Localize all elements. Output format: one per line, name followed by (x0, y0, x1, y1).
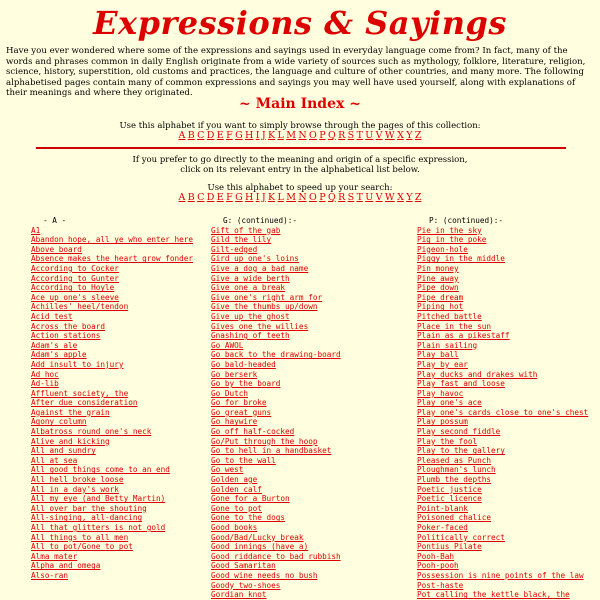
expression-link[interactable]: Achilles' heel/tendon (31, 302, 129, 312)
letter-link-d[interactable]: D (206, 130, 215, 141)
expression-link[interactable]: Go west (211, 465, 244, 475)
expression-link[interactable]: Piggy in the middle (417, 254, 505, 264)
expression-link[interactable]: Gnashing of teeth (211, 331, 290, 341)
browse-instruction: Use this alphabet if you want to simply browse through the pages of this collection: (119, 121, 481, 131)
letter-link-o[interactable]: O (309, 130, 317, 141)
letter-link-x[interactable]: X (397, 192, 404, 203)
expression-link[interactable]: Go AWOL (211, 340, 244, 350)
letter-link-b[interactable]: B (187, 192, 195, 203)
expression-link[interactable]: Goody two-shoes (211, 580, 281, 590)
expression-link[interactable]: Politically correct (417, 532, 505, 542)
letter-link-w[interactable]: W (384, 130, 395, 141)
letter-link-e[interactable]: E (216, 192, 224, 203)
letter-link-k[interactable]: K (268, 130, 276, 141)
expression-link[interactable]: All and sundry (31, 446, 96, 456)
expression-link[interactable]: Give a wide berth (211, 273, 290, 283)
expression-link[interactable]: Adam's apple (31, 350, 87, 360)
expression-link[interactable]: Point-blank (417, 503, 468, 513)
letter-link-z[interactable]: Z (414, 130, 422, 141)
expression-link[interactable]: Go back to the drawing-board (211, 350, 341, 360)
expression-link[interactable]: According to Gunter (31, 273, 119, 283)
expression-link[interactable]: Pooh-pooh (417, 561, 459, 571)
expression-link[interactable]: After due consideration (31, 398, 138, 408)
letter-link-i[interactable]: I (255, 130, 260, 141)
expression-link[interactable]: Play one's cards close to one's chest (417, 407, 589, 417)
letter-link-k[interactable]: K (268, 192, 276, 203)
expression-link[interactable]: Go bald-headed (211, 359, 276, 369)
letter-link-j[interactable]: J (261, 130, 266, 141)
expression-link[interactable]: Good books (211, 523, 258, 532)
expression-link[interactable]: Pitched battle (417, 311, 482, 321)
letter-link-t[interactable]: T (356, 130, 363, 141)
letter-link-r[interactable]: R (338, 192, 346, 203)
expression-link[interactable]: Pot calling the kettle black, the (417, 590, 570, 600)
letter-link-c[interactable]: C (197, 192, 205, 203)
page-title: Expressions & Sayings (93, 4, 507, 42)
expression-link[interactable]: Absence makes the heart grow fonder (31, 254, 193, 264)
expression-link[interactable]: Abandon hope, all ye who enter here (31, 235, 193, 245)
letter-link-n[interactable]: N (298, 130, 307, 141)
expression-link[interactable]: Also-ran (31, 570, 69, 580)
expression-link[interactable]: Give the thumbs up/down (211, 302, 318, 312)
column-heading: - A - (43, 216, 67, 225)
expression-link[interactable]: Go Dutch (211, 388, 249, 398)
expression-link[interactable]: Gift of the gab (211, 225, 281, 235)
expression-link[interactable]: Play second fiddle (417, 427, 501, 437)
expression-link[interactable]: Gordian knot (211, 590, 267, 600)
letter-link-l[interactable]: L (277, 192, 284, 203)
expression-link[interactable]: Poetic justice (417, 484, 482, 494)
letter-link-h[interactable]: H (245, 130, 254, 141)
expression-link[interactable]: All in a day's work (31, 484, 119, 494)
expression-link[interactable]: All to pot/Gone to pot (31, 542, 133, 552)
expression-link[interactable]: Pipe dream (417, 292, 464, 302)
expression-link[interactable]: Go off half-cocked (211, 427, 295, 437)
letter-link-m[interactable]: M (286, 192, 296, 203)
divider-rule (36, 147, 566, 149)
expression-link[interactable]: Give a dog a bad name (211, 263, 309, 273)
letter-link-s[interactable]: S (347, 192, 355, 203)
expression-link[interactable]: Ad-lib (31, 379, 59, 389)
letter-link-x[interactable]: X (397, 130, 404, 141)
letter-link-y[interactable]: Y (406, 130, 413, 141)
expression-link[interactable]: Plumb the depths (417, 475, 492, 485)
expression-link[interactable]: Play havoc (417, 388, 464, 398)
expression-link[interactable]: Play the fool (417, 436, 478, 446)
expression-link[interactable]: Play possum (417, 417, 468, 427)
expression-link[interactable]: Gird up one's loins (211, 254, 299, 264)
letter-link-p[interactable]: P (319, 192, 326, 203)
letter-link-o[interactable]: O (309, 192, 317, 203)
letter-link-q[interactable]: Q (327, 130, 336, 141)
expression-link[interactable]: Go to hell in a handbasket (211, 446, 332, 456)
letter-link-d[interactable]: D (206, 192, 215, 203)
direct-instruction-line-1: If you prefer to go directly to the meaning and origin of a specific expression, (132, 155, 468, 165)
expression-link[interactable]: Play fast and loose (417, 379, 505, 389)
expression-link[interactable]: Give one's right arm for (211, 292, 323, 302)
expression-link[interactable]: Place in the sun (417, 321, 492, 331)
expression-link[interactable]: Poetic licence (417, 494, 482, 504)
expression-link[interactable]: Go haywire (211, 417, 258, 427)
expression-link[interactable]: All that glitters is not gold (31, 523, 166, 532)
expression-link[interactable]: Gone to pot (211, 503, 262, 513)
letter-link-z[interactable]: Z (414, 192, 422, 203)
column-heading: P: (continued):- (429, 216, 504, 225)
letter-link-j[interactable]: J (261, 192, 266, 203)
expression-link[interactable]: Above board (31, 244, 82, 254)
letter-link-u[interactable]: U (365, 130, 374, 141)
letter-link-m[interactable]: M (286, 130, 296, 141)
expression-link[interactable]: Pontius Pilate (417, 542, 482, 552)
expression-link[interactable]: Pleased as Punch (417, 455, 492, 465)
index-column-p (417, 216, 597, 600)
expression-link[interactable]: Good Samaritan (211, 561, 276, 571)
expression-link[interactable]: Play one's ace (417, 398, 482, 408)
expression-link[interactable]: Go to the wall (211, 455, 276, 465)
expression-link[interactable]: Pig in the poke (417, 235, 487, 245)
letter-link-i[interactable]: I (255, 192, 260, 203)
browse-alphabet (0, 130, 600, 141)
letter-link-n[interactable]: N (298, 192, 307, 203)
letter-link-r[interactable]: R (338, 130, 346, 141)
letter-link-c[interactable]: C (197, 130, 205, 141)
expression-link[interactable]: Alpha and omega (31, 561, 101, 571)
index-column-g (211, 216, 391, 600)
column-heading: G: (continued):- (223, 216, 298, 225)
expression-link[interactable]: According to Cocker (31, 263, 119, 273)
letter-link-w[interactable]: W (384, 192, 395, 203)
expression-link[interactable]: Give one a break (211, 283, 286, 293)
letter-link-v[interactable]: V (375, 192, 383, 203)
expression-link[interactable]: Plain sailing (417, 340, 478, 350)
search-alphabet (0, 192, 600, 203)
expression-link[interactable]: Good riddance to bad rubbish (211, 551, 341, 561)
main-index-heading: ~ Main Index ~ (239, 96, 361, 112)
expression-link[interactable]: All good things come to an end (31, 465, 170, 475)
expression-link[interactable]: Gilt-edged (211, 244, 258, 254)
letter-link-y[interactable]: Y (406, 192, 413, 203)
expression-link[interactable]: Albatross round one's neck (31, 427, 152, 437)
expression-link[interactable]: Go/Put through the hoop (211, 436, 318, 446)
expression-link[interactable]: A1 (31, 225, 41, 235)
index-column-a (31, 216, 211, 581)
expression-link[interactable]: Acid test (31, 311, 73, 321)
letter-link-p[interactable]: P (319, 130, 326, 141)
direct-instruction-line-2: click on its relevant entry in the alphabetical list below. (180, 165, 420, 175)
expression-link[interactable]: Play to the gallery (417, 446, 505, 456)
speed-instruction: Use this alphabet to speed up your search: (207, 183, 393, 193)
expression-link[interactable]: Ad hoc (31, 369, 59, 379)
expression-link[interactable]: Gone for a Burton (211, 494, 290, 504)
letter-link-h[interactable]: H (245, 192, 254, 203)
expression-link[interactable]: Go for broke (211, 398, 267, 408)
intro-paragraph: Have you ever wondered where some of the expressions and sayings used in everyday language come from? In fact, many of the words and phrases common in daily English originate from a wide variety of sources such as mythology, folklore, literature, religion, science, history, superstition, old customs and practices, the language and culture of other countries, and many more. The following alphabetised pages contain many of common expressions and sayings you may well have used yourself, along with explanations of their meanings and where they originated. (6, 46, 586, 98)
letter-link-f[interactable]: F (226, 130, 233, 141)
expression-link[interactable]: Good wine needs no bush (211, 570, 318, 580)
expression-link[interactable]: All-singing, all-dancing (31, 513, 143, 523)
expression-link[interactable]: Play ducks and drakes with (417, 369, 538, 379)
expression-link[interactable]: Pie in the sky (417, 225, 482, 235)
expression-link[interactable]: Ploughman's lunch (417, 465, 496, 475)
expression-link[interactable]: Agony column (31, 417, 87, 427)
expression-link[interactable]: Pigeon-hole (417, 244, 468, 254)
expression-link[interactable]: Good innings (have a) (211, 542, 309, 552)
expression-link[interactable]: Gild the lily (211, 235, 272, 245)
letter-link-q[interactable]: Q (327, 192, 336, 203)
expression-link[interactable]: Go great guns (211, 407, 272, 417)
expression-link[interactable]: Pooh-Bah (417, 551, 455, 561)
expression-link[interactable]: Poisoned chalice (417, 513, 492, 523)
expression-link[interactable]: All hell broke loose (31, 475, 124, 485)
expression-link[interactable]: Go berserk (211, 369, 258, 379)
expression-link[interactable]: Go by the board (211, 379, 281, 389)
expression-link[interactable]: Alma mater (31, 551, 78, 561)
expression-link[interactable]: Action stations (31, 331, 101, 341)
expression-link[interactable]: Golden calf (211, 484, 262, 494)
expression-link[interactable]: All over bar the shouting (31, 503, 147, 513)
expression-link[interactable]: All at sea (31, 455, 78, 465)
expression-link[interactable]: Across the board (31, 321, 106, 331)
letter-link-a[interactable]: A (178, 192, 186, 203)
expression-link[interactable]: Post-haste (417, 580, 464, 590)
expression-link[interactable]: Golden age (211, 475, 258, 485)
expression-link[interactable]: Add insult to injury (31, 359, 124, 369)
expression-link[interactable]: Give up the ghost (211, 311, 290, 321)
expression-link[interactable]: Against the grain (31, 407, 110, 417)
expression-link[interactable]: Affluent society, the (31, 388, 129, 398)
expression-link[interactable]: Alive and kicking (31, 436, 110, 446)
letter-link-l[interactable]: L (277, 130, 284, 141)
expression-link[interactable]: Pine away (417, 273, 459, 283)
expression-link[interactable]: Gone to the dogs (211, 513, 286, 523)
letter-link-s[interactable]: S (347, 130, 355, 141)
expression-link[interactable]: All things to all men (31, 532, 129, 542)
letter-link-g[interactable]: G (235, 192, 243, 203)
expression-link[interactable]: Good/Bad/Lucky break (211, 532, 304, 542)
expression-link[interactable]: Poker-faced (417, 523, 468, 532)
expression-link[interactable]: Play ball (417, 350, 459, 360)
expression-link[interactable]: Adam's ale (31, 340, 78, 350)
expression-link[interactable]: Pin money (417, 263, 459, 273)
expression-link[interactable]: Plain as a pikestaff (417, 331, 510, 341)
expression-link[interactable]: Play by ear (417, 359, 468, 369)
expression-link[interactable]: All my eye (and Betty Martin) (31, 494, 166, 504)
expression-link[interactable]: According to Hoyle (31, 283, 115, 293)
letter-link-g[interactable]: G (235, 130, 243, 141)
letter-link-f[interactable]: F (226, 192, 233, 203)
letter-link-b[interactable]: B (187, 130, 195, 141)
expression-link[interactable]: Piping hot (417, 302, 464, 312)
letter-link-u[interactable]: U (365, 192, 374, 203)
letter-link-e[interactable]: E (216, 130, 224, 141)
letter-link-a[interactable]: A (178, 130, 186, 141)
expression-link[interactable]: Ace up one's sleeve (31, 292, 119, 302)
expression-link[interactable]: Gives one the willies (211, 321, 309, 331)
letter-link-v[interactable]: V (375, 130, 383, 141)
expression-link[interactable]: Possession is nine points of the law (417, 570, 584, 580)
expression-link[interactable]: Pipe down (417, 283, 459, 293)
letter-link-t[interactable]: T (356, 192, 363, 203)
